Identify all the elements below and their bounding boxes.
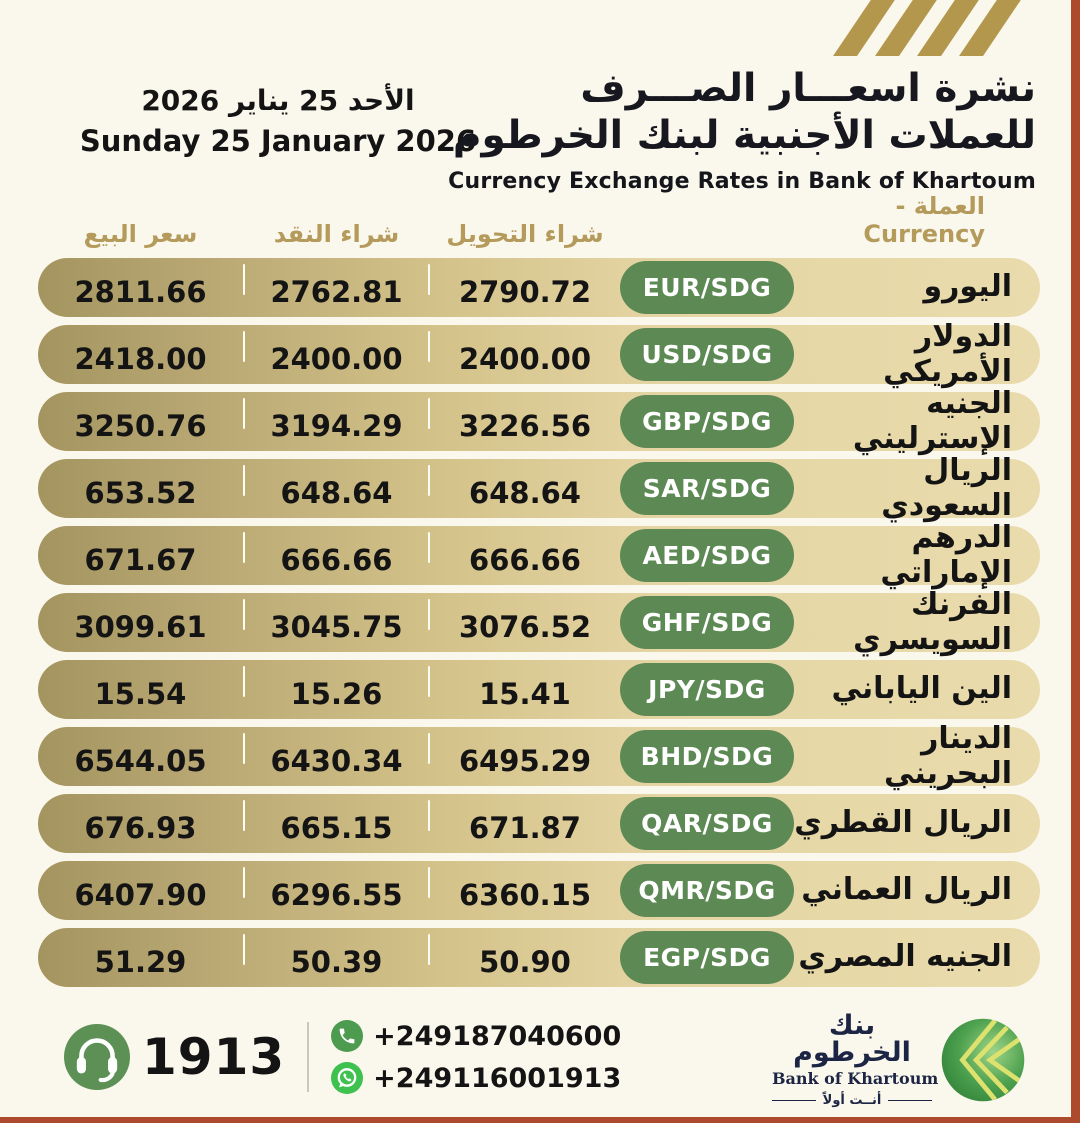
column-separator [428, 934, 430, 965]
bank-name-english: Bank of Khartoum [772, 1069, 939, 1088]
sell-price-value: 671.67 [84, 543, 197, 577]
currency-pair-badge: EGP/SDG [620, 931, 794, 984]
cash-buy-value: 3194.29 [270, 409, 403, 443]
cash-buy-value: 2762.81 [270, 275, 403, 309]
currency-pair-badge: GBP/SDG [620, 395, 794, 448]
currency-name-arabic: الدينار البحريني [884, 720, 1012, 791]
contact-section [64, 1020, 621, 1094]
sell-price-value: 6544.05 [74, 744, 207, 778]
phone-number: +249187040600 [373, 1020, 622, 1052]
gold-stripes-decoration-icon [840, 0, 1008, 56]
currency-pair-badge: QMR/SDG [620, 864, 794, 917]
column-separator [243, 264, 245, 295]
table-row [38, 660, 1040, 719]
cash-buy-value: 15.26 [290, 677, 383, 711]
table-row [38, 720, 1040, 791]
currency-pair-badge: AED/SDG [620, 529, 794, 582]
bank-sphere-icon [940, 1017, 1026, 1103]
table-row [38, 928, 1040, 987]
sell-price-value: 653.52 [84, 476, 197, 510]
headset-icon [64, 1024, 130, 1090]
transfer-buy-value: 50.90 [479, 945, 571, 979]
transfer-buy-value: 648.64 [469, 476, 581, 510]
sell-price-value: 6407.90 [74, 878, 207, 912]
bank-logo [772, 1012, 1026, 1108]
column-separator [243, 398, 245, 429]
whatsapp-number: +249116001913 [373, 1062, 622, 1094]
transfer-buy-value: 671.87 [469, 811, 581, 845]
currency-name-arabic: الجنيه الإسترليني [852, 385, 1012, 456]
transfer-buy-value: 2790.72 [458, 275, 592, 309]
cash-buy-value: 648.64 [280, 476, 393, 510]
sell-price-value: 3099.61 [74, 610, 207, 644]
currency-pair-badge: QAR/SDG [620, 797, 794, 850]
table-row [38, 794, 1040, 853]
sell-price-value: 676.93 [84, 811, 197, 845]
header-sell-price: سعر البيع [83, 220, 198, 248]
date-block [78, 84, 478, 158]
column-separator [428, 331, 430, 362]
sell-price-value: 51.29 [94, 945, 187, 979]
column-separator [428, 666, 430, 697]
sell-price-value: 2418.00 [74, 342, 207, 376]
transfer-buy-value: 3076.52 [458, 610, 592, 644]
cash-buy-value: 3045.75 [270, 610, 403, 644]
tagline-line [888, 1100, 932, 1101]
column-separator [243, 532, 245, 563]
bank-name-arabic: بنك الخرطوم [793, 1010, 911, 1068]
tagline-text: أنــت أولاً [822, 1093, 882, 1108]
column-separator [428, 465, 430, 496]
header-transfer-buy: شراء التحويل [446, 220, 604, 248]
transfer-buy-value: 6360.15 [458, 878, 592, 912]
rates-table-body [38, 258, 1040, 987]
table-row [38, 519, 1040, 590]
title-arabic-line1: نشرة اسعـــار الصـــرف [580, 66, 1036, 111]
currency-pair-badge: EUR/SDG [620, 261, 794, 314]
currency-pair-badge: USD/SDG [620, 328, 794, 381]
table-row [38, 318, 1040, 389]
table-row [38, 586, 1040, 657]
rates-table-header [38, 192, 1040, 250]
transfer-buy-value: 6495.29 [458, 744, 592, 778]
column-separator [243, 800, 245, 831]
header-currency: العملة - Currency [863, 192, 985, 248]
whatsapp-contact [331, 1062, 621, 1094]
footer-divider [307, 1022, 309, 1092]
currency-name-arabic: الجنيه المصري [798, 939, 1012, 974]
phone-list [331, 1020, 621, 1094]
column-separator [243, 934, 245, 965]
column-separator [243, 666, 245, 697]
cash-buy-value: 6296.55 [270, 878, 403, 912]
transfer-buy-value: 666.66 [469, 543, 581, 577]
rust-edge-bottom [0, 1117, 1080, 1123]
phone-contact [331, 1020, 621, 1052]
currency-name-arabic: الريال القطري [794, 805, 1012, 840]
column-separator [243, 867, 245, 898]
currency-pair-badge: JPY/SDG [620, 663, 794, 716]
currency-name-arabic: الدولار الأمريكي [883, 318, 1012, 389]
column-separator [428, 599, 430, 630]
currency-name-arabic: الفرنك السويسري [853, 586, 1012, 657]
column-separator [243, 465, 245, 496]
currency-name-arabic: الين الياباني [831, 671, 1012, 706]
sell-price-value: 3250.76 [74, 409, 207, 443]
hotline-number: 1913 [142, 1028, 286, 1086]
cash-buy-value: 50.39 [290, 945, 383, 979]
column-separator [428, 264, 430, 295]
tagline-line [772, 1100, 816, 1101]
header-cash-buy: شراء النقد [273, 220, 400, 248]
column-separator [428, 800, 430, 831]
column-separator [243, 331, 245, 362]
column-separator [428, 733, 430, 764]
phone-icon [331, 1020, 363, 1052]
transfer-buy-value: 3226.56 [458, 409, 592, 443]
bank-tagline [772, 1093, 932, 1108]
cash-buy-value: 665.15 [280, 811, 393, 845]
column-separator [243, 733, 245, 764]
table-row [38, 452, 1040, 523]
currency-name-arabic: الدرهم الإماراتي [880, 519, 1012, 590]
table-row [38, 258, 1040, 317]
date-arabic: الأحد 25 يناير 2026 [141, 84, 415, 117]
sell-price-value: 2811.66 [74, 275, 207, 309]
transfer-buy-value: 2400.00 [458, 342, 592, 376]
currency-pair-badge: BHD/SDG [620, 730, 794, 783]
rates-table [38, 192, 1040, 987]
currency-pair-badge: GHF/SDG [620, 596, 794, 649]
column-separator [428, 532, 430, 563]
rust-edge-right [1071, 0, 1080, 1123]
currency-pair-badge: SAR/SDG [620, 462, 794, 515]
currency-name-arabic: الريال السعودي [881, 452, 1012, 523]
column-separator [243, 599, 245, 630]
page-title [448, 66, 1036, 194]
currency-name-arabic: اليورو [923, 269, 1012, 304]
date-english: Sunday 25 January 2026 [79, 124, 477, 158]
cash-buy-value: 2400.00 [270, 342, 403, 376]
title-english: Currency Exchange Rates in Bank of Khartoum [448, 168, 1036, 194]
column-separator [428, 867, 430, 898]
cash-buy-value: 666.66 [280, 543, 393, 577]
title-arabic-line2: للعملات الأجنبية لبنك الخرطوم [452, 112, 1036, 158]
column-separator [428, 398, 430, 429]
sell-price-value: 15.54 [94, 677, 187, 711]
whatsapp-icon [331, 1062, 363, 1094]
table-row [38, 385, 1040, 456]
transfer-buy-value: 15.41 [479, 677, 571, 711]
currency-name-arabic: الريال العماني [801, 872, 1012, 907]
cash-buy-value: 6430.34 [270, 744, 403, 778]
table-row [38, 861, 1040, 920]
bank-logo-text [772, 1010, 939, 1108]
